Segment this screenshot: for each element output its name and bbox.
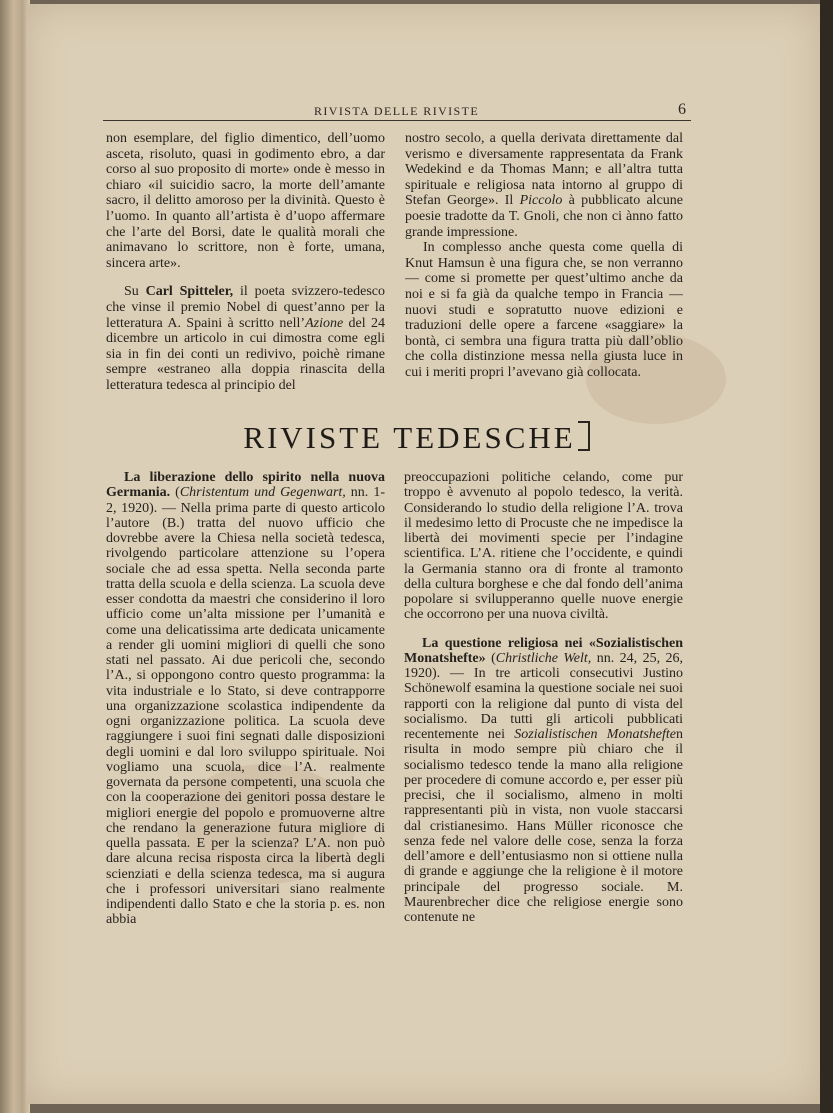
text: (	[485, 650, 496, 666]
top-right-column	[405, 131, 683, 381]
paragraph	[106, 284, 385, 393]
text: (	[170, 485, 180, 501]
text: n risulta in modo sempre più chiaro che il socialismo tedesco tende la mano alla religione per procedere di comune accordo e, per esser più precisi, che il socialismo, almeno in molti rappresentanti più in vista, non vuole staccarsi dal cristianesimo. Hans Müller riconosce che senza fede nel valore delle cose, senza la forza dell’amore e dell’entusiasmo non si ottiene nulla di grande e aggiunge che la religione è il motore principale del progresso sociale. M. Maurenbrecher dice che religiose energie sono contenute ne	[404, 727, 683, 925]
article-paragraph	[106, 470, 385, 928]
section-title	[0, 420, 833, 456]
text: nn. 1-2, 1920). — Nella prima parte di questo articolo l’autore (B.) tratta del nuovo ufficio che dovrebbe avere la Chiesa nella società tedesca, rivolgendo particolare attenzione su l’opera sociale che ad essa spetta. Nella seconda parte tratta della scuola e della scienza. La scuola deve esser condotta da maestri che considerino il loro ufficio come un’alta missione per l’umanità e come una delicatissima arte dedicata unicamente a render gli uomini migliori di quelli che sono stati nel passato. Ai due pericoli che, secondo l’A., si oppongono contro questo programma: la vita industriale e lo Stato, si deve contrapporre una organizzazione scolastica indipendente da ogni organizzazione politica. La scuola deve raggiungere i suoi fini segnati dalle disposizioni degli uomini e dal loro sviluppo spirituale. Noi vogliamo una scuola, dice l’A. realmente governata da persone competenti, una scuola che con la cooperazione dei genitori possa destare le migliori energie del popolo e promuoverne altre che rendano la generazione futura migliore di quella passata. E per la scienza? L’A. non può dare alcuna recisa risposta circa la libertà degli scienziati e della scienza tedesca, ma si augura che i professori universitari siano realmente indipendenti dallo Stato e che la storia p. es. non abbia	[106, 485, 385, 928]
top-left-column	[106, 131, 385, 394]
text: Su	[124, 284, 146, 300]
publication-name: Piccolo	[519, 193, 563, 209]
text: il poeta svizzero-tedesco che vinse il premio Nobel di quest’anno per la letteratura A. Spaini à scritto nell’	[106, 284, 385, 331]
paragraph: preoccupazioni politiche celando, come pur troppo è avvenuto al popolo tedesco, la verità. Considerando lo studio della religione l’A. trova il medesimo letto di Procuste che ne impedisce la libertà dei movimenti specie per l’indagine scientifica. L’A. ritiene che l’occidente, e quindi la Germania stanno ora di fronte al tramonto della cultura borghese e che dal fondo dell’anima popolare si svilupperanno quelle nuove energie che occorrono per una nuova civiltà.	[404, 470, 683, 623]
source-name: Christentum und Gegenwart,	[179, 485, 346, 501]
bottom-right-column	[404, 470, 683, 925]
article-title: La questione religiosa nei «Sozialistischen Monatshefte»	[404, 635, 683, 666]
paragraph	[405, 131, 683, 240]
article-paragraph	[404, 636, 683, 926]
text: à pubblicato alcune poesie tradotte da T. Gnoli, che non ci ànno fatto grande impressione.	[405, 193, 683, 240]
text: nn. 24, 25, 26, 1920). — In tre articoli consecutivi Justino Schönewolf esamina la questione sociale nei suoi rapporti con la religione dal punto di vista del socialismo. Da tutti gli articoli pubblicati recentemente nei	[404, 650, 683, 742]
text: del 24 dicembre un articolo in cui dimostra come egli sia in fin dei conti un redivivo, poichè rimane sempre «estraneo alla doppia rinascita della letteratura tedesca al principio del	[106, 315, 386, 393]
bottom-left-column	[106, 470, 385, 928]
source-name: Christliche Welt,	[495, 650, 592, 666]
running-head: RIVISTA DELLE RIVISTE	[314, 104, 480, 118]
article-title: La liberazione dello spirito nella nuova Germania.	[106, 470, 385, 501]
bracket-mark-icon	[578, 421, 590, 451]
publication-name: Azione	[305, 315, 344, 331]
paragraph: non esemplare, del figlio dimentico, dell’uomo asceta, risoluto, quasi in godimento ebro, a dar corso al suo proposito di morte» onde è messo in chiaro «il suicidio sacro, la morte dell’amante sacro, il delitto amoroso per la divinità. Questo è l’uomo. In quanto all’artista è d’uopo affermare che l’arte del Borsi, date le qualità morali che animavano lo scrittore, non è forte, umana, sincera arte».	[106, 131, 385, 271]
section-title-text: RIVISTE TEDESCHE	[243, 420, 576, 455]
person-name: Carl Spitteler,	[145, 284, 234, 300]
text: nostro secolo, a quella derivata direttamente dal verismo e diversamente rappresentata da Frank Wedekind e da Thomas Mann; e all’altra tutta spirituale e religiosa nata intorno al gruppo di Stefan George». Il	[405, 131, 683, 209]
page-number: 6	[678, 101, 686, 118]
header-rule	[103, 120, 691, 121]
paragraph: In complesso anche questa come quella di Knut Hamsun è una figura che, se non verranno — come si promette per quest’ultimo anche da noi e si fa già da qualche tempo in Francia — nuovi studi e sopratutto nuove edizioni e traduzioni delle opere a farcene «saggiare» la bontà, ci sembra una figura tratta più dall’oblio che colla distinzione messa nella giusta luce in cui i meriti propri l’avevano già collocata.	[405, 240, 683, 380]
page-edge-shadow	[820, 0, 833, 1113]
publication-name: Sozialistischen Monatshefte	[514, 727, 676, 742]
